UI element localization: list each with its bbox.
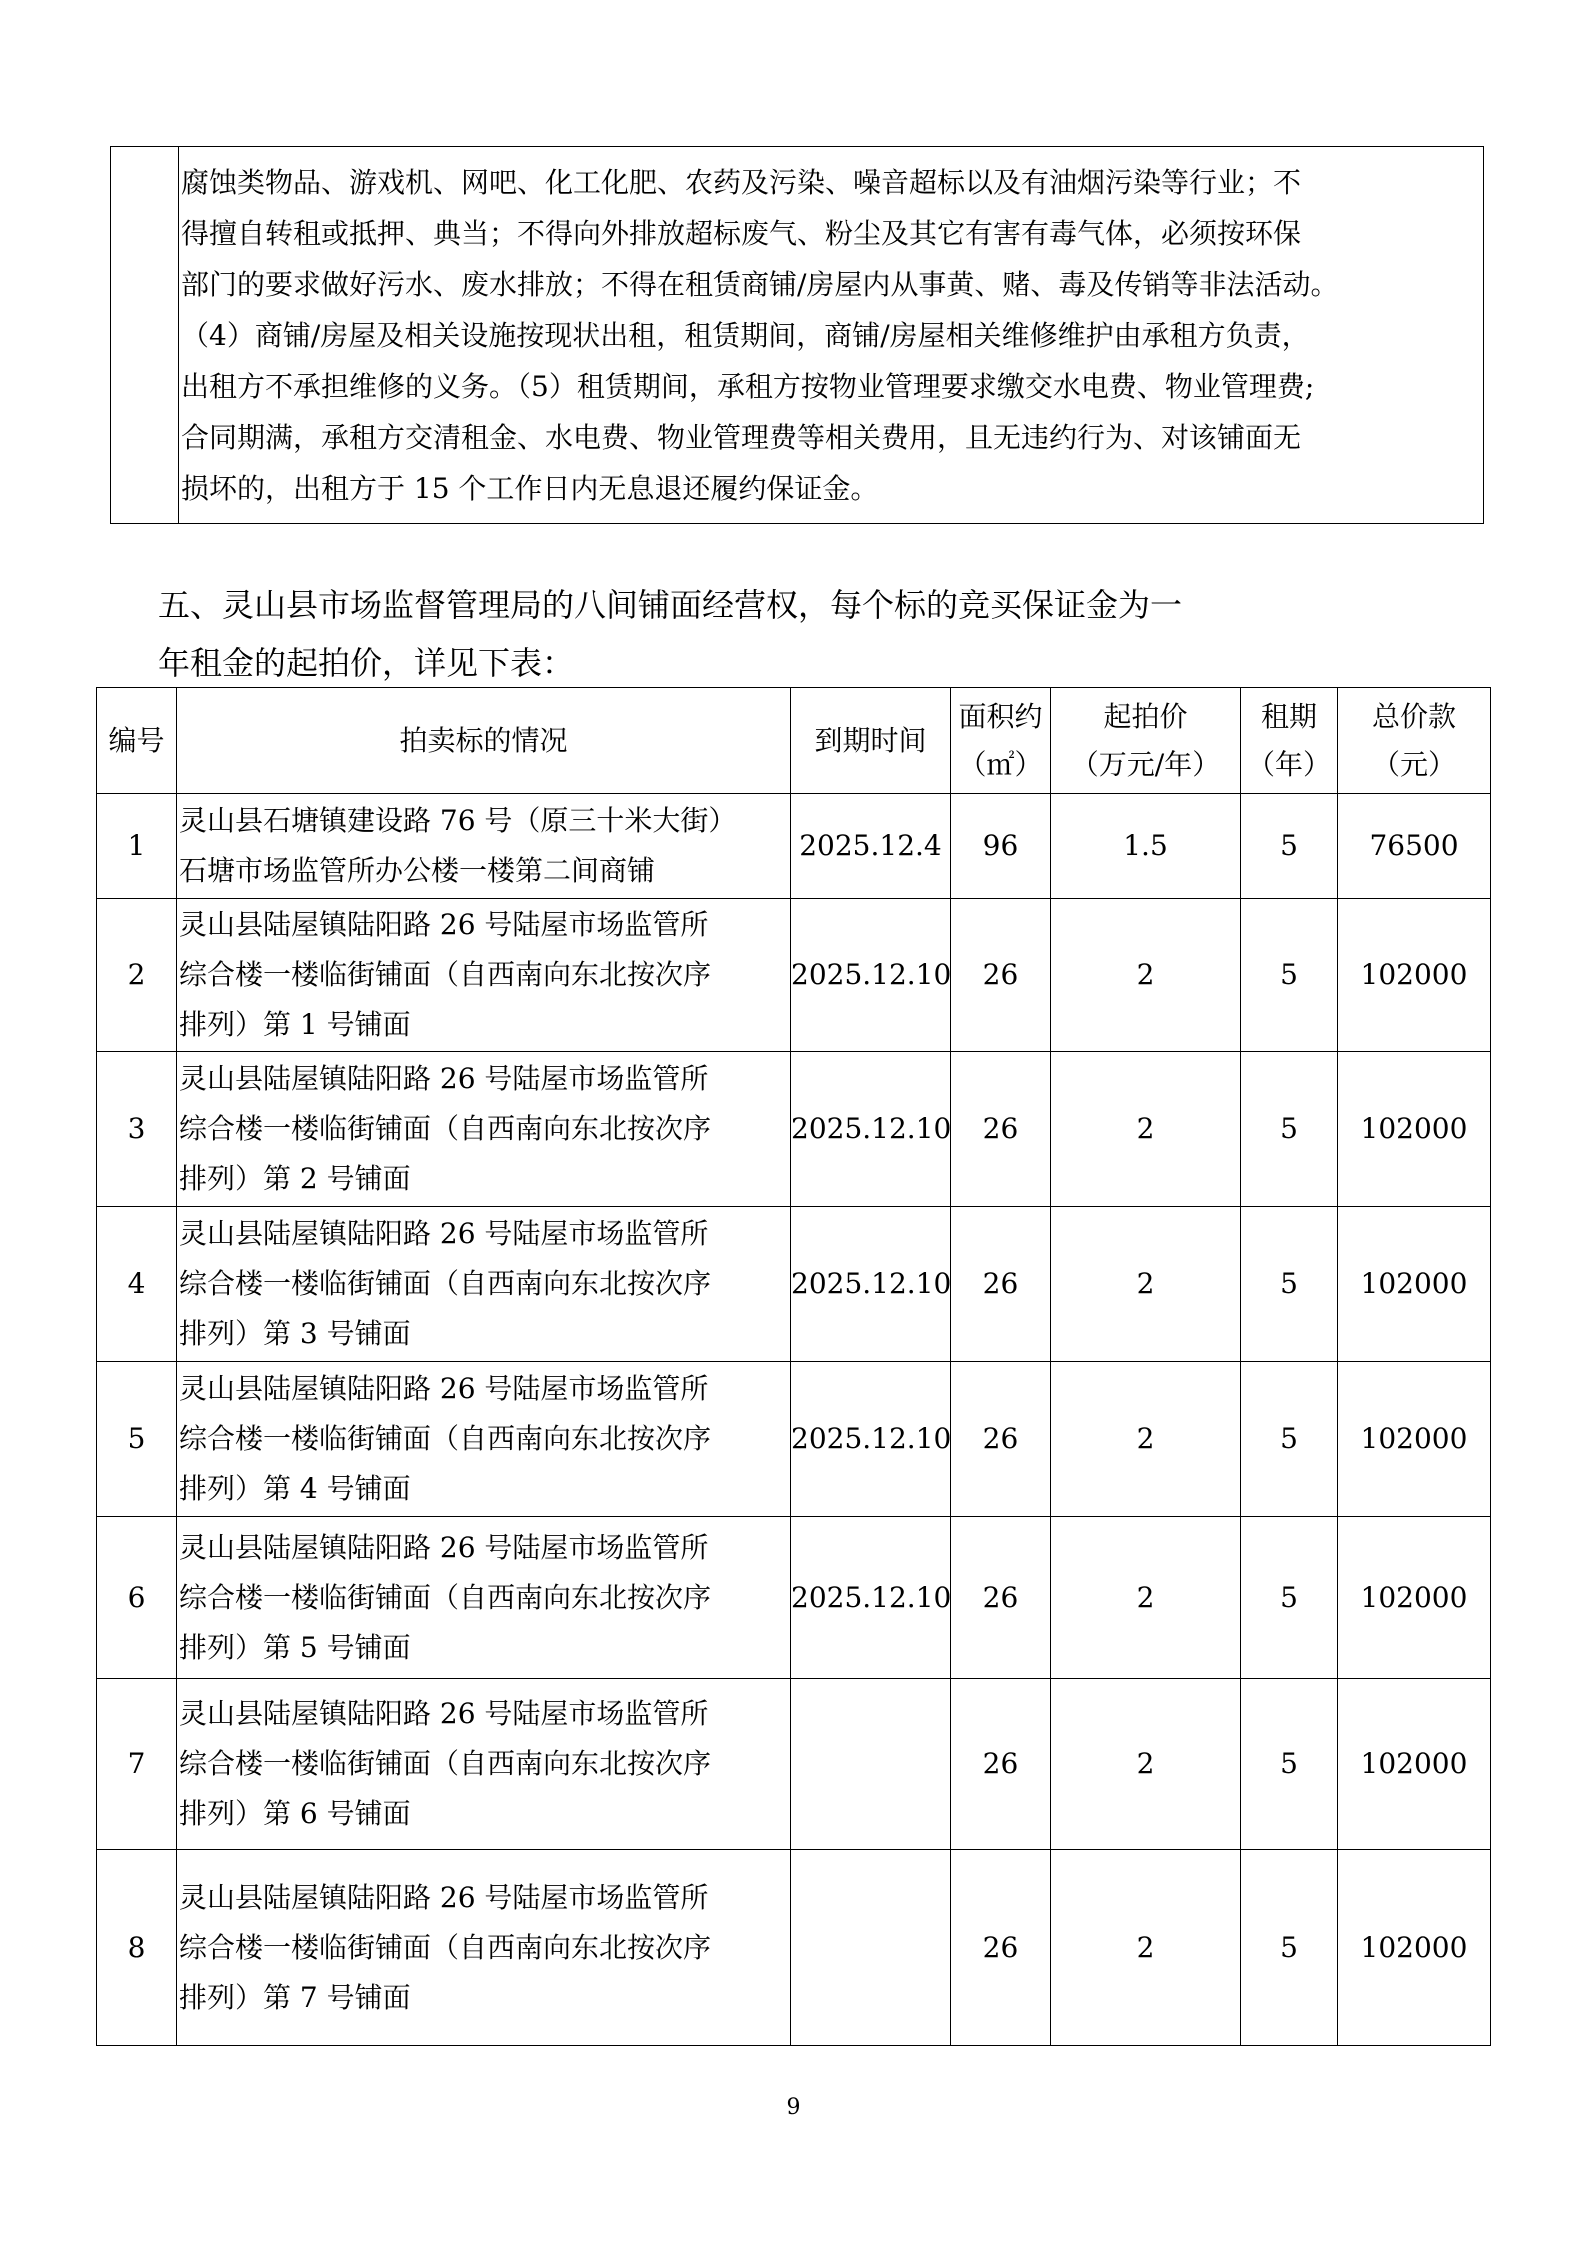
cell-no: 4 (97, 1207, 177, 1362)
lease-terms-line: 损坏的，出租方于 15 个工作日内无息退还履约保证金。 (181, 472, 879, 505)
cell-no: 6 (97, 1517, 177, 1679)
cell-description (177, 899, 791, 1052)
cell-description (177, 1207, 791, 1362)
header-price-line1: 起拍价 (1103, 699, 1188, 733)
cell-start-price: 2 (1051, 1517, 1241, 1679)
cell-total: 102000 (1338, 1362, 1491, 1517)
header-area-line2: （㎡） (958, 747, 1043, 781)
cell-start-price: 2 (1051, 1207, 1241, 1362)
cell-term: 5 (1241, 1679, 1338, 1850)
cell-total: 102000 (1338, 1679, 1491, 1850)
table-row (97, 1850, 1491, 2046)
cell-total: 102000 (1338, 1517, 1491, 1679)
description-line: 综合楼一楼临街铺面（自西南向东北按次序 (179, 1747, 712, 1780)
description-line: 排列）第 2 号铺面 (179, 1162, 411, 1195)
cell-description (177, 1052, 791, 1207)
lease-terms-line: 部门的要求做好污水、废水排放；不得在租赁商铺/房屋内从事黄、赌、毒及传销等非法活动。 (181, 268, 1339, 301)
table-row (97, 1052, 1491, 1207)
table-row (97, 1517, 1491, 1679)
cell-no: 5 (97, 1362, 177, 1517)
description-line: 综合楼一楼临街铺面（自西南向东北按次序 (179, 1422, 712, 1455)
description-line: 石塘市场监管所办公楼一楼第二间商铺 (179, 854, 656, 887)
lease-terms-line: 合同期满，承租方交清租金、水电费、物业管理费等相关费用，且无违约行为、对该铺面无 (181, 421, 1302, 454)
description-line: 灵山县石塘镇建设路 76 号（原三十米大街） (179, 804, 737, 837)
description-line: 综合楼一楼临街铺面（自西南向东北按次序 (179, 1267, 712, 1300)
cell-term: 5 (1241, 1850, 1338, 2046)
header-total (1338, 688, 1491, 794)
cell-area: 26 (951, 1052, 1051, 1207)
cell-no: 2 (97, 899, 177, 1052)
description-line: 综合楼一楼临街铺面（自西南向东北按次序 (179, 1580, 712, 1614)
cell-expiry: 2025.12.10 (791, 1517, 951, 1679)
description-line: 排列）第 6 号铺面 (179, 1797, 411, 1830)
cell-area: 26 (951, 1850, 1051, 2046)
lease-terms-paragraph (181, 157, 1477, 514)
cell-area: 26 (951, 899, 1051, 1052)
description-line: 灵山县陆屋镇陆阳路 26 号陆屋市场监管所 (179, 1062, 709, 1095)
cell-no: 3 (97, 1052, 177, 1207)
cell-description (177, 1679, 791, 1850)
cell-total: 102000 (1338, 1850, 1491, 2046)
cell-no: 8 (97, 1850, 177, 2046)
cell-total: 76500 (1338, 794, 1491, 899)
description-line: 排列）第 3 号铺面 (179, 1317, 411, 1350)
description-line: 综合楼一楼临街铺面（自西南向东北按次序 (179, 958, 712, 991)
header-term-line1: 租期 (1260, 699, 1317, 733)
header-term-line2: （年） (1246, 747, 1331, 781)
header-no: 编号 (97, 688, 177, 794)
header-area-line1: 面积约 (958, 699, 1043, 733)
description-line: 排列）第 7 号铺面 (179, 1980, 411, 2014)
cell-area: 26 (951, 1362, 1051, 1517)
lease-terms-line: 得擅自转租或抵押、典当；不得向外排放超标废气、粉尘及其它有害有毒气体，必须按环保 (181, 217, 1302, 250)
cell-expiry: 2025.12.10 (791, 1052, 951, 1207)
cell-expiry (791, 1679, 951, 1850)
cell-expiry: 2025.12.4 (791, 794, 951, 899)
header-expiry: 到期时间 (791, 688, 951, 794)
cell-description (177, 794, 791, 899)
page-number: 9 (786, 2095, 801, 2120)
cell-start-price: 1.5 (1051, 794, 1241, 899)
cell-start-price: 2 (1051, 1850, 1241, 2046)
cell-no: 7 (97, 1679, 177, 1850)
description-line: 排列）第 4 号铺面 (179, 1472, 411, 1505)
cell-area: 26 (951, 1517, 1051, 1679)
lease-terms-line: 出租方不承担维修的义务。（5）租赁期间，承租方按物业管理要求缴交水电费、物业管理费; (181, 370, 1315, 403)
description-line: 灵山县陆屋镇陆阳路 26 号陆屋市场监管所 (179, 908, 709, 941)
cell-description (177, 1517, 791, 1679)
cell-term: 5 (1241, 1517, 1338, 1679)
cell-term: 5 (1241, 899, 1338, 1052)
cell-description (177, 1850, 791, 2046)
lease-terms-line: （4）商铺/房屋及相关设施按现状出租，租赁期间，商铺/房屋相关维修维护由承租方负责， (181, 319, 1310, 352)
table-row (97, 1362, 1491, 1517)
description-line: 灵山县陆屋镇陆阳路 26 号陆屋市场监管所 (179, 1697, 709, 1730)
lease-terms-line: 腐蚀类物品、游戏机、网吧、化工化肥、农药及污染、噪音超标以及有油烟污染等行业；不 (181, 166, 1302, 199)
description-line: 排列）第 1 号铺面 (179, 1008, 411, 1041)
cell-total: 102000 (1338, 1207, 1491, 1362)
cell-term: 5 (1241, 1362, 1338, 1517)
table-row (97, 1679, 1491, 1850)
cell-expiry (791, 1850, 951, 2046)
table-row (97, 1207, 1491, 1362)
header-price-line2: （万元/年） (1070, 747, 1221, 781)
cell-start-price: 2 (1051, 899, 1241, 1052)
description-line: 灵山县陆屋镇陆阳路 26 号陆屋市场监管所 (179, 1372, 709, 1405)
table-row (97, 899, 1491, 1052)
table-row (97, 794, 1491, 899)
cell-total: 102000 (1338, 899, 1491, 1052)
continued-table-box (110, 146, 1484, 524)
cell-expiry: 2025.12.10 (791, 899, 951, 1052)
header-total-line2: （元） (1371, 747, 1456, 781)
header-area (951, 688, 1051, 794)
cell-expiry: 2025.12.10 (791, 1362, 951, 1517)
description-line: 灵山县陆屋镇陆阳路 26 号陆屋市场监管所 (179, 1530, 709, 1564)
cell-area: 26 (951, 1207, 1051, 1362)
cell-term: 5 (1241, 1207, 1338, 1362)
header-total-line1: 总价款 (1371, 699, 1456, 733)
description-line: 排列）第 5 号铺面 (179, 1630, 411, 1664)
section-heading: 五、灵山县市场监督管理局的八间铺面经营权，每个标的竞买保证金为一 (158, 586, 1183, 624)
cell-term: 5 (1241, 1052, 1338, 1207)
cell-expiry: 2025.12.10 (791, 1207, 951, 1362)
header-start-price (1051, 688, 1241, 794)
section-heading-continued: 年租金的起拍价，详见下表： (158, 644, 575, 682)
description-line: 灵山县陆屋镇陆阳路 26 号陆屋市场监管所 (179, 1880, 709, 1914)
description-line: 综合楼一楼临街铺面（自西南向东北按次序 (179, 1930, 712, 1964)
cell-description (177, 1362, 791, 1517)
auction-lots-table (96, 687, 1491, 2046)
description-line: 灵山县陆屋镇陆阳路 26 号陆屋市场监管所 (179, 1217, 709, 1250)
cell-no: 1 (97, 794, 177, 899)
cell-start-price: 2 (1051, 1052, 1241, 1207)
cell-start-price: 2 (1051, 1362, 1241, 1517)
cell-total: 102000 (1338, 1052, 1491, 1207)
cell-start-price: 2 (1051, 1679, 1241, 1850)
cell-area: 96 (951, 794, 1051, 899)
table-header-row (97, 688, 1491, 794)
header-term (1241, 688, 1338, 794)
header-description: 拍卖标的情况 (177, 688, 791, 794)
cell-area: 26 (951, 1679, 1051, 1850)
column-divider (178, 147, 179, 523)
cell-term: 5 (1241, 794, 1338, 899)
description-line: 综合楼一楼临街铺面（自西南向东北按次序 (179, 1112, 712, 1145)
